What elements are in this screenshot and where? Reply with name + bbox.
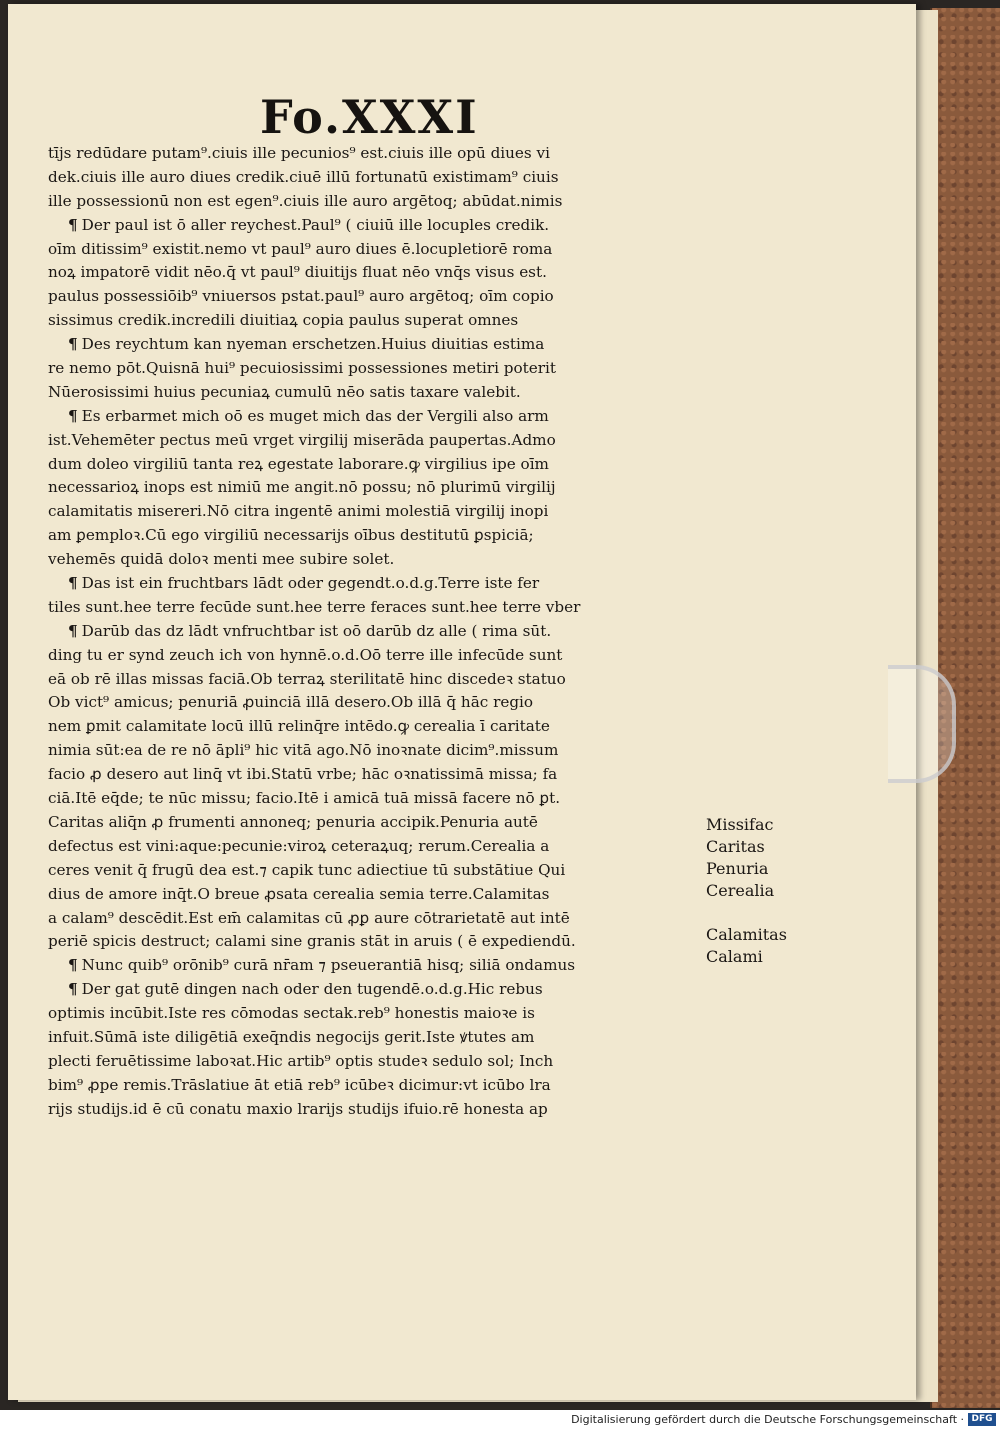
- text-line: [48, 333, 716, 357]
- text-line-content: a calam⁹ descēdit.Est em̄ calamitas cū ꝓꝑ aure cōtrarietatē aut intē: [48, 908, 570, 927]
- text-line: [48, 429, 716, 453]
- text-line-content: optimis incūbit.Iste res cōmodas sectak.reb⁹ honestis maioꝛe is: [48, 1004, 535, 1023]
- text-line-content: periē spicis destruct; calami sine granis stāt in aruis ( ē expediendū.: [48, 932, 576, 951]
- text-line-content: Des reychtum kan nyeman erschetzen.Huius diuitias estima: [81, 335, 545, 354]
- text-line-content: ciā.Itē eq̄de; te nūc missu; facio.Itē i amicā tuā missā facere nō ꝑt.: [48, 789, 561, 808]
- text-line: [48, 715, 716, 739]
- text-line: [48, 691, 716, 715]
- pilcrow-icon: ¶: [68, 335, 78, 354]
- text-line-content: vehemēs quidā doloꝛ menti mee subire solet.: [48, 550, 395, 569]
- text-line-content: eā ob rē illas missas faciā.Ob terraꝝ sterilitatē hinc discedeꝛ statuo: [48, 669, 566, 688]
- text-line: [48, 787, 716, 811]
- text-line: [48, 644, 716, 668]
- text-line-content: Der gat gutē dingen nach oder den tugendē.o.d.g.Hic rebus: [81, 980, 543, 999]
- pilcrow-icon: ¶: [68, 956, 78, 975]
- marginal-note: Missifac: [706, 815, 774, 834]
- text-line: [48, 190, 716, 214]
- footer-bar: [0, 1410, 1000, 1429]
- text-line: [48, 309, 716, 333]
- marginal-note: Calami: [706, 947, 763, 966]
- text-line-content: nimia sūt:ea de re nō āpli⁹ hic vitā ago.Nō inoꝛnate dicim⁹.missum: [48, 741, 559, 760]
- text-line-content: dum doleo virgiliū tanta reꝝ egestate laborare.ꝙ virgilius ipe oīm: [48, 454, 549, 473]
- text-line: [48, 453, 716, 477]
- text-line-content: infuit.Sūmā iste diligētiā exeq̄ndis negocijs gerit.Iste ꝟtutes am: [48, 1027, 535, 1046]
- text-line-content: Nūerosissimi huius pecuniaꝝ cumulū nēo satis taxare valebit.: [48, 382, 521, 401]
- paper-clip: [888, 665, 956, 783]
- text-line: [48, 261, 716, 285]
- text-line: [48, 524, 716, 548]
- text-line: [48, 859, 716, 883]
- text-line-content: tiles sunt.hee terre fecūde sunt.hee terre feraces sunt.hee terre vber: [48, 597, 581, 616]
- text-line: [48, 811, 716, 835]
- text-line-content: ist.Vehemēter pectus meū vrget virgilij miserāda paupertas.Admo: [48, 430, 556, 449]
- text-line-content: Das ist ein fruchtbars lādt oder gegendt.o.d.g.Terre iste fer: [81, 574, 540, 593]
- text-line: [48, 1002, 716, 1026]
- text-line-content: Darūb das dz lādt vnfruchtbar ist oō darūb dz alle ( rima sūt.: [81, 621, 552, 640]
- text-line: [48, 1074, 716, 1098]
- text-line-content: ceres venit q̄ frugū dea est.⁊ capik tunc adiectiue tū substātiue Qui: [48, 860, 566, 879]
- marginal-notes: [706, 814, 826, 968]
- text-line-content: facio ꝓ desero aut linq̄ vt ibi.Statū vrbe; hāc oꝛnatissimā missa; fa: [48, 765, 558, 784]
- marginal-note: Calamitas: [706, 925, 787, 944]
- text-line-content: ding tu er synd zeuch ich von hynnē.o.d.Oō terre ille infecūde sunt: [48, 645, 563, 664]
- text-line: [48, 1098, 716, 1122]
- text-line-content: bim⁹ ꝓpe remis.Trāslatiue āt etiā reb⁹ icūbeꝛ dicimur:vt icūbo lra: [48, 1075, 551, 1094]
- text-line: [48, 1050, 716, 1074]
- text-line-content: tījs redūdare putam⁹.ciuis ille pecunios⁹ est.ciuis ille opū diues vi: [48, 144, 550, 162]
- text-line: [48, 572, 716, 596]
- text-line-content: defectus est vini:aque:pecunie:viroꝝ ceteraꝝuq; rerum.Cerealia a: [48, 836, 550, 855]
- text-line-content: Ob vict⁹ amicus; penuriā ꝓuinciā illā desero.Ob illā q̄ hāc regio: [48, 693, 534, 712]
- text-line: [48, 763, 716, 787]
- text-line: [48, 405, 716, 429]
- text-line: [48, 1026, 716, 1050]
- dfg-logo: DFG: [968, 1413, 996, 1426]
- text-line: [48, 907, 716, 931]
- text-line: [48, 954, 716, 978]
- text-line-content: Nunc quib⁹ orōnib⁹ curā nr̄am ⁊ pseuerantiā hisq; siliā ondamus: [81, 956, 576, 975]
- text-line-content: dek.ciuis ille auro diues credik.ciuē illū fortunatū existimam⁹ ciuis: [48, 167, 559, 186]
- pilcrow-icon: ¶: [68, 406, 78, 425]
- text-line: [48, 548, 716, 572]
- marginal-note: Caritas: [706, 837, 765, 856]
- marginal-note: Penuria: [706, 859, 769, 878]
- pilcrow-icon: ¶: [68, 621, 78, 640]
- text-line-content: plecti feruētissime laboꝛat.Hic artib⁹ optis studeꝛ sedulo sol; Inch: [48, 1051, 554, 1070]
- text-line-content: ille possessionū non est egen⁹.ciuis ille auro argētoq; abūdat.nimis: [48, 191, 563, 210]
- text-line: [48, 476, 716, 500]
- text-line: [48, 835, 716, 859]
- text-line: [48, 883, 716, 907]
- funding-credit: Digitalisierung gefördert durch die Deutsche Forschungsgemeinschaft ·: [571, 1413, 964, 1426]
- text-line-content: rijs studijs.id ē cū conatu maxio lrarijs studijs ifuio.rē honesta ap: [48, 1099, 548, 1118]
- pilcrow-icon: ¶: [68, 980, 78, 999]
- text-line: [48, 357, 716, 381]
- book-page: [8, 4, 916, 1400]
- text-line: [48, 739, 716, 763]
- text-line: [48, 381, 716, 405]
- text-line-content: paulus possessiōib⁹ vniuersos pstat.paul⁹ auro argētoq; oīm copio: [48, 287, 554, 306]
- text-line-content: Es erbarmet mich oō es muget mich das der Vergili also arm: [81, 406, 549, 425]
- text-line: [48, 930, 716, 954]
- text-line-content: necessarioꝝ inops est nimiū me angit.nō possu; nō plurimū virgilij: [48, 478, 556, 497]
- text-line: [48, 166, 716, 190]
- text-line: [48, 285, 716, 309]
- text-line-content: re nemo pōt.Quisnā hui⁹ pecuiosissimi possessiones metiri poterit: [48, 359, 556, 378]
- text-line-content: calamitatis misereri.Nō citra ingentē animi molestiā virgilij inopi: [48, 502, 549, 521]
- text-line: [48, 596, 716, 620]
- text-line-content: sissimus credik.incredili diuitiaꝝ copia paulus superat omnes: [48, 311, 519, 330]
- text-line: [48, 142, 716, 166]
- pilcrow-icon: ¶: [68, 215, 78, 234]
- text-line-content: am ꝑemploꝛ.Cū ego virgiliū necessarijs oībus destitutū ꝑspiciā;: [48, 526, 534, 545]
- marginal-note: Cerealia: [706, 881, 775, 900]
- text-line: [48, 620, 716, 644]
- text-line-content: nem ꝑmit calamitate locū illū relinq̄re intēdo.ꝙ cerealia ī caritate: [48, 717, 550, 736]
- text-line: [48, 238, 716, 262]
- text-line: [48, 978, 716, 1002]
- text-line-content: dius de amore inq̄t.O breue ꝓsata cerealia semia terre.Calamitas: [48, 884, 550, 903]
- text-line-content: Der paul ist ō aller reychest.Paul⁹ ( ciuiū ille locuples credik.: [81, 215, 550, 234]
- text-line: [48, 500, 716, 524]
- text-line-content: noꝝ impatorē vidit nēo.q̄ vt paul⁹ diuitijs fluat nēo vnq̄s visus est.: [48, 263, 547, 282]
- text-line-content: Caritas aliq̄n ꝓ frumenti annoneq; penuria accipik.Penuria autē: [48, 812, 538, 831]
- text-line: [48, 668, 716, 692]
- body-text: [48, 142, 716, 1122]
- pilcrow-icon: ¶: [68, 574, 78, 593]
- folio-heading: Fo.XXXI: [260, 90, 479, 144]
- text-line: [48, 214, 716, 238]
- text-line-content: oīm ditissim⁹ existit.nemo vt paul⁹ auro diues ē.locupletiorē roma: [48, 239, 553, 258]
